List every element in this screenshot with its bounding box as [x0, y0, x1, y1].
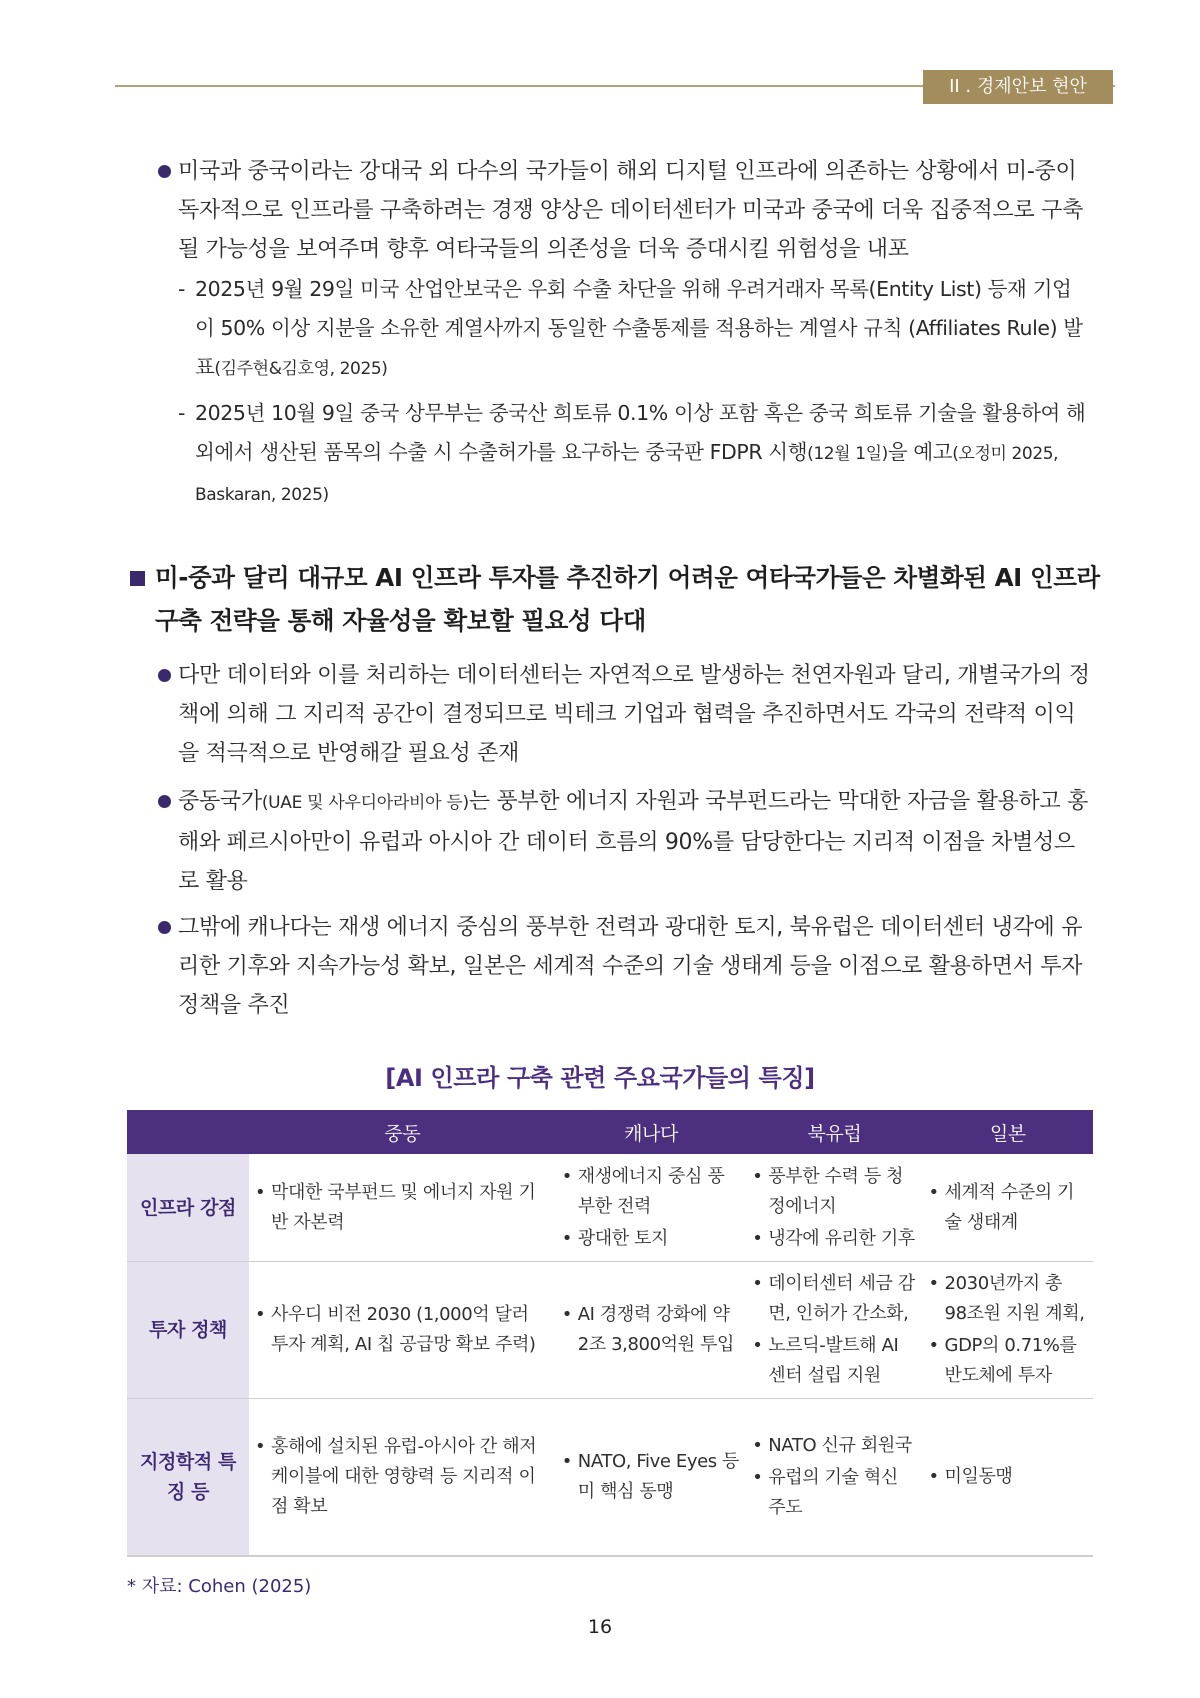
sub-item-main: 2025년 10월 9일 중국 상무부는 중국산 희토류 0.1% 이상 포함 혹은 중국 희토류 기술을 활용하여 해외에서 생산된 품목의 수출 시 수출허가를 요구하는 중국판 FDPR 시행	[195, 401, 1086, 464]
date-note: (12월 1일)	[807, 444, 888, 464]
sub-item-1	[0, 270, 1200, 389]
page-number: 16	[587, 1616, 613, 1638]
table-cell	[746, 1399, 922, 1557]
cell-item: • 세계적 수준의 기술 생태계	[929, 1178, 1087, 1238]
bullet-paragraph-4	[0, 908, 1200, 1025]
sub-item-2	[0, 394, 1200, 515]
row-label: 투자 정책	[127, 1262, 249, 1399]
bullet-dot	[158, 669, 171, 682]
bullet-dot	[158, 795, 171, 808]
cell-item: • 막대한 국부펀드 및 에너지 자원 기반 자본력	[255, 1178, 550, 1238]
section-heading	[0, 556, 1200, 642]
cell-item: • 미일동맹	[929, 1462, 1087, 1492]
sub-item-text	[195, 394, 1090, 515]
col-header-canada: 캐나다	[556, 1110, 747, 1154]
bullet-paren: (UAE 및 사우디아라비아 등)	[261, 793, 469, 813]
table-header-row	[127, 1110, 1093, 1154]
row-label: 인프라 강점	[127, 1154, 249, 1262]
square-marker	[130, 571, 145, 586]
table-row	[127, 1154, 1093, 1262]
cell-item: • AI 경쟁력 강화에 약 2조 3,800억원 투입	[562, 1300, 741, 1360]
cell-item: • 유럽의 기술 혁신 주도	[752, 1463, 916, 1523]
table-cell	[249, 1399, 556, 1557]
cell-item: • 2030년까지 총 98조원 지원 계획,	[929, 1269, 1087, 1329]
bullet-dot	[158, 165, 171, 178]
bullet-text: 그밖에 캐나다는 재생 에너지 중심의 풍부한 전력과 광대한 토지, 북유럽은 데이터센터 냉각에 유리한 기후와 지속가능성 확보, 일본은 세계적 수준의 기술 생태계 등을 이점으로 활용하면서 투자 정책을 추진	[178, 915, 1083, 1018]
sub-item-tail: 을 예고	[887, 440, 953, 464]
bullet-paragraph-2	[0, 656, 1200, 773]
bullet-dot	[158, 921, 171, 934]
cell-item: • 재생에너지 중심 풍부한 전력	[562, 1162, 741, 1222]
table-row	[127, 1262, 1093, 1399]
row-label: 지정학적 특징 등	[127, 1399, 249, 1557]
bullet-paragraph-3	[0, 782, 1200, 901]
cell-item: • NATO 신규 회원국	[752, 1431, 916, 1461]
table-cell	[746, 1154, 922, 1262]
cell-item: • 노르딕-발트해 AI 센터 설립 지원	[752, 1331, 916, 1391]
bullet-paragraph-1	[0, 152, 1200, 269]
dash-marker: -	[178, 401, 185, 425]
table-cell	[249, 1154, 556, 1262]
table-cell	[556, 1262, 747, 1399]
cell-item: • GDP의 0.71%를 반도체에 투자	[929, 1331, 1087, 1391]
sub-item-main: 2025년 9월 29일 미국 산업안보국은 우회 수출 차단을 위해 우려거래자 목록(Entity List) 등재 기업이 50% 이상 지분을 소유한 계열사까지 동일한 수출통제를 적용하는 계열사 규칙 (Affiliates Rule) 발표	[195, 277, 1083, 379]
table-row	[127, 1399, 1093, 1557]
reference: (김주현&김호영, 2025)	[214, 359, 388, 379]
bullet-text: 미국과 중국이라는 강대국 외 다수의 국가들이 해외 디지털 인프라에 의존하는 상황에서 미-중이 독자적으로 인프라를 구축하려는 경쟁 양상은 데이터센터가 미국과 중국에 더욱 집중적으로 구축될 가능성을 보여주며 향후 여타국들의 의존성을 더욱 증대시킬 위험성을 내포	[178, 159, 1084, 262]
cell-item: • 냉각에 유리한 기후	[752, 1224, 916, 1254]
table-cell	[923, 1399, 1093, 1557]
cell-item: • 데이터센터 세금 감면, 인허가 간소화,	[752, 1269, 916, 1329]
comparison-table	[127, 1110, 1093, 1557]
table-cell	[556, 1399, 747, 1557]
table-cell	[746, 1262, 922, 1399]
col-header-japan: 일본	[923, 1110, 1093, 1154]
table-caption: [AI 인프라 구축 관련 주요국가들의 특징]	[385, 1064, 815, 1092]
bullet-tail: 는 풍부한 에너지 자원과 국부펀드라는 막대한 자금을 활용하고 홍해와 페르시아만이 유럽과 아시아 간 데이터 흐름의 90%를 담당한다는 지리적 이점을 차별성으로 활용	[178, 789, 1089, 894]
table-cell	[923, 1154, 1093, 1262]
col-header-middle-east: 중동	[249, 1110, 556, 1154]
cell-item: • 풍부한 수력 등 청정에너지	[752, 1162, 916, 1222]
dash-marker: -	[178, 277, 185, 301]
col-header-nordics: 북유럽	[746, 1110, 922, 1154]
cell-item: • 광대한 토지	[562, 1224, 741, 1254]
sub-item-text	[195, 270, 1090, 389]
heading-text: 미-중과 달리 대규모 AI 인프라 투자를 추진하기 어려운 여타국가들은 차별화된 AI 인프라 구축 전략을 통해 자율성을 확보할 필요성 다대	[155, 563, 1100, 635]
table-cell	[556, 1154, 747, 1262]
header-corner	[127, 1110, 249, 1154]
reference: (오정미 2025, Baskaran, 2025)	[195, 444, 1059, 505]
bullet-text	[178, 782, 1090, 901]
section-tag: II . 경제안보 현안	[923, 70, 1113, 104]
cell-item: • 홍해에 설치된 유럽-아시아 간 해저케이블에 대한 영향력 등 지리적 이점 확보	[255, 1432, 550, 1522]
bullet-text: 다만 데이터와 이를 처리하는 데이터센터는 자연적으로 발생하는 천연자원과 달리, 개별국가의 정책에 의해 그 지리적 공간이 결정되므로 빅테크 기업과 협력을 추진하면서도 각국의 전략적 이익을 적극적으로 반영해갈 필요성 존재	[178, 663, 1090, 766]
table-cell	[923, 1262, 1093, 1399]
bullet-head: 중동국가	[178, 789, 262, 814]
cell-item: • NATO, Five Eyes 등 미 핵심 동맹	[562, 1447, 741, 1507]
table-source-note: * 자료: Cohen (2025)	[127, 1576, 312, 1597]
table-cell	[249, 1262, 556, 1399]
cell-item: • 사우디 비전 2030 (1,000억 달러 투자 계획, AI 칩 공급망 확보 주력)	[255, 1300, 550, 1360]
